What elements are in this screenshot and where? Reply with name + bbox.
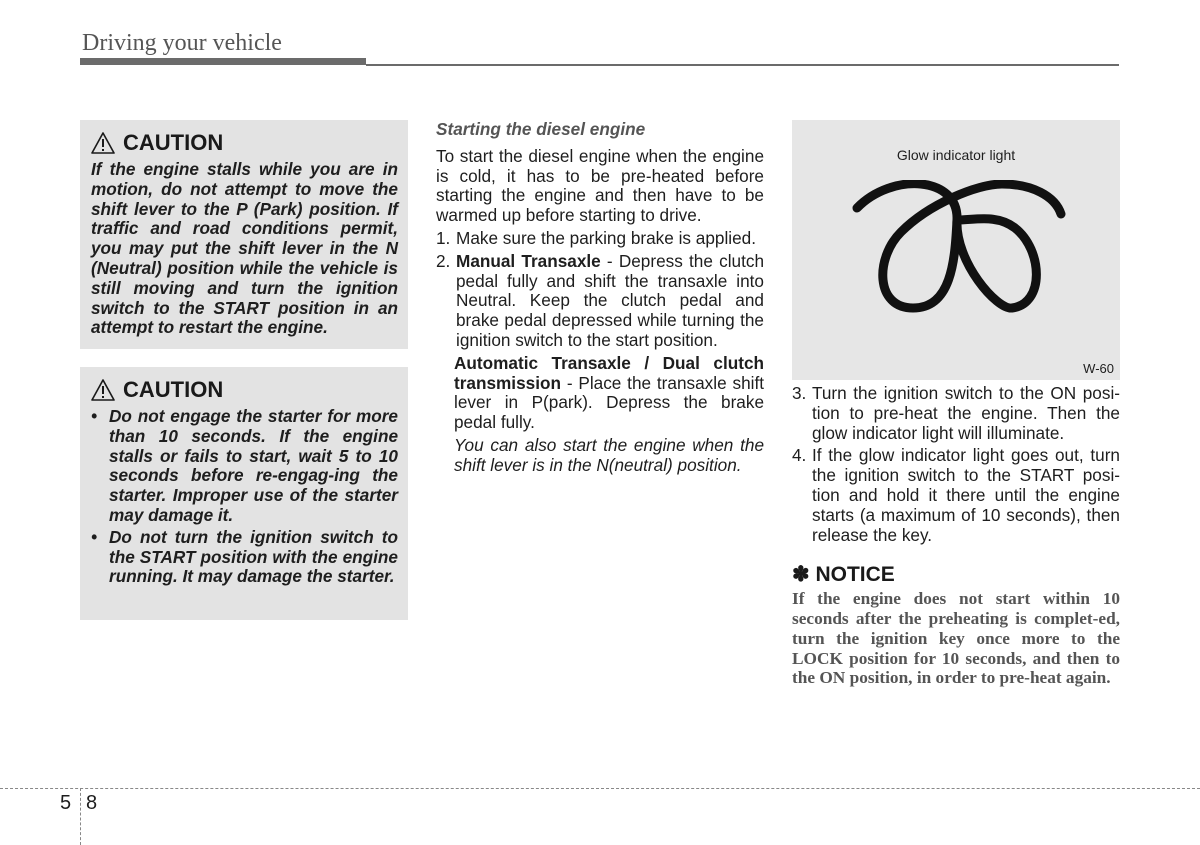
page-header-title: Driving your vehicle [82, 30, 282, 56]
step-item [436, 229, 764, 249]
figure-caption: Glow indicator light [896, 147, 1016, 163]
step-number: 1. [436, 227, 451, 248]
auto-text: - Place the transaxle shift lever in P(park). Depress the brake pedal fully. [454, 372, 764, 433]
caution-bullet-list [91, 407, 398, 587]
figure-code: W-60 [1083, 361, 1114, 376]
caution-bullet: • Do not engage the starter for more than 10 seconds. If the engine stalls or fails to start, wait 5 to 10 seconds before re-engag-ing the starter. Improper use of the starter may damage it. [91, 407, 398, 526]
notice-star-icon: ✽ [792, 563, 810, 587]
caution-bullet: • Do not turn the ignition switch to the START position with the engine running. It may damage the starter. [91, 528, 398, 587]
step-number: 3. [792, 383, 807, 403]
notice-body: If the engine does not start within 10 seconds after the preheating is complet-ed, turn the ignition key once more to the LOCK position for 10 seconds, and then to the ON position, in order to pre-heat again. [792, 589, 1120, 688]
step-bold-label: Manual Transaxle [456, 250, 601, 271]
notice-heading [792, 565, 1120, 585]
step-item [792, 446, 1120, 545]
glow-indicator-figure [792, 120, 1120, 380]
step-item [792, 384, 1120, 443]
caution-title-text: CAUTION [123, 377, 224, 402]
automatic-transaxle-paragraph [436, 354, 764, 433]
page-number: 8 [86, 792, 98, 814]
neutral-note: You can also start the engine when the shift lever is in the N(neutral) position. [454, 434, 764, 475]
chapter-number: 5 [60, 792, 72, 814]
step-number: 4. [792, 445, 807, 466]
step-number: 2. [436, 250, 451, 271]
step-text: If the glow indicator light goes out, turn the ignition switch to the START posi-tion and hold it there until the engine starts (a maximum of 10 seconds), then release the key. [812, 445, 1120, 545]
step-text: Turn the ignition switch to the ON posi-tion to pre-heat the engine. Then the glow indicator light will illuminate. [812, 383, 1120, 443]
caution-heading [91, 377, 398, 403]
auto-bold-label: Automatic Transaxle / Dual clutch transmission [454, 352, 764, 393]
header-rule-thin [366, 64, 1119, 66]
intro-paragraph: To start the diesel engine when the engine is cold, it has to be pre-heated before starting the engine and then have to be warmed up before starting to drive. [436, 145, 764, 226]
step-item [436, 252, 764, 351]
right-column [792, 384, 1120, 688]
footer-divider [0, 788, 1200, 789]
caution-box-starter [80, 367, 408, 620]
caution-box-stall [80, 120, 408, 349]
section-subheading: Starting the diesel engine [436, 119, 646, 139]
warning-triangle-icon [91, 132, 115, 154]
warning-triangle-icon [91, 379, 115, 401]
caution-heading [91, 130, 398, 156]
glow-plug-coil-icon [847, 180, 1067, 320]
footer-vertical-divider [80, 788, 81, 845]
caution-body: If the engine stalls while you are in motion, do not attempt to move the shift lever to the P (Park) position. If traffic and road conditions permit, you may put the shift lever in the N (Neutral) position while the vehicle is still moving and turn the ignition switch to the START position in an attempt to restart the engine. [91, 159, 398, 338]
main-column [436, 120, 764, 479]
header-rule-thick [80, 58, 366, 65]
caution-title-text: CAUTION [123, 130, 224, 155]
notice-title-text: NOTICE [815, 563, 895, 587]
step-text: Make sure the parking brake is applied. [456, 227, 756, 248]
step-text: - Depress the clutch pedal fully and shift the transaxle into Neutral. Keep the clutch pedal and brake pedal depressed while turning the ignition switch to the start position. [456, 250, 764, 350]
